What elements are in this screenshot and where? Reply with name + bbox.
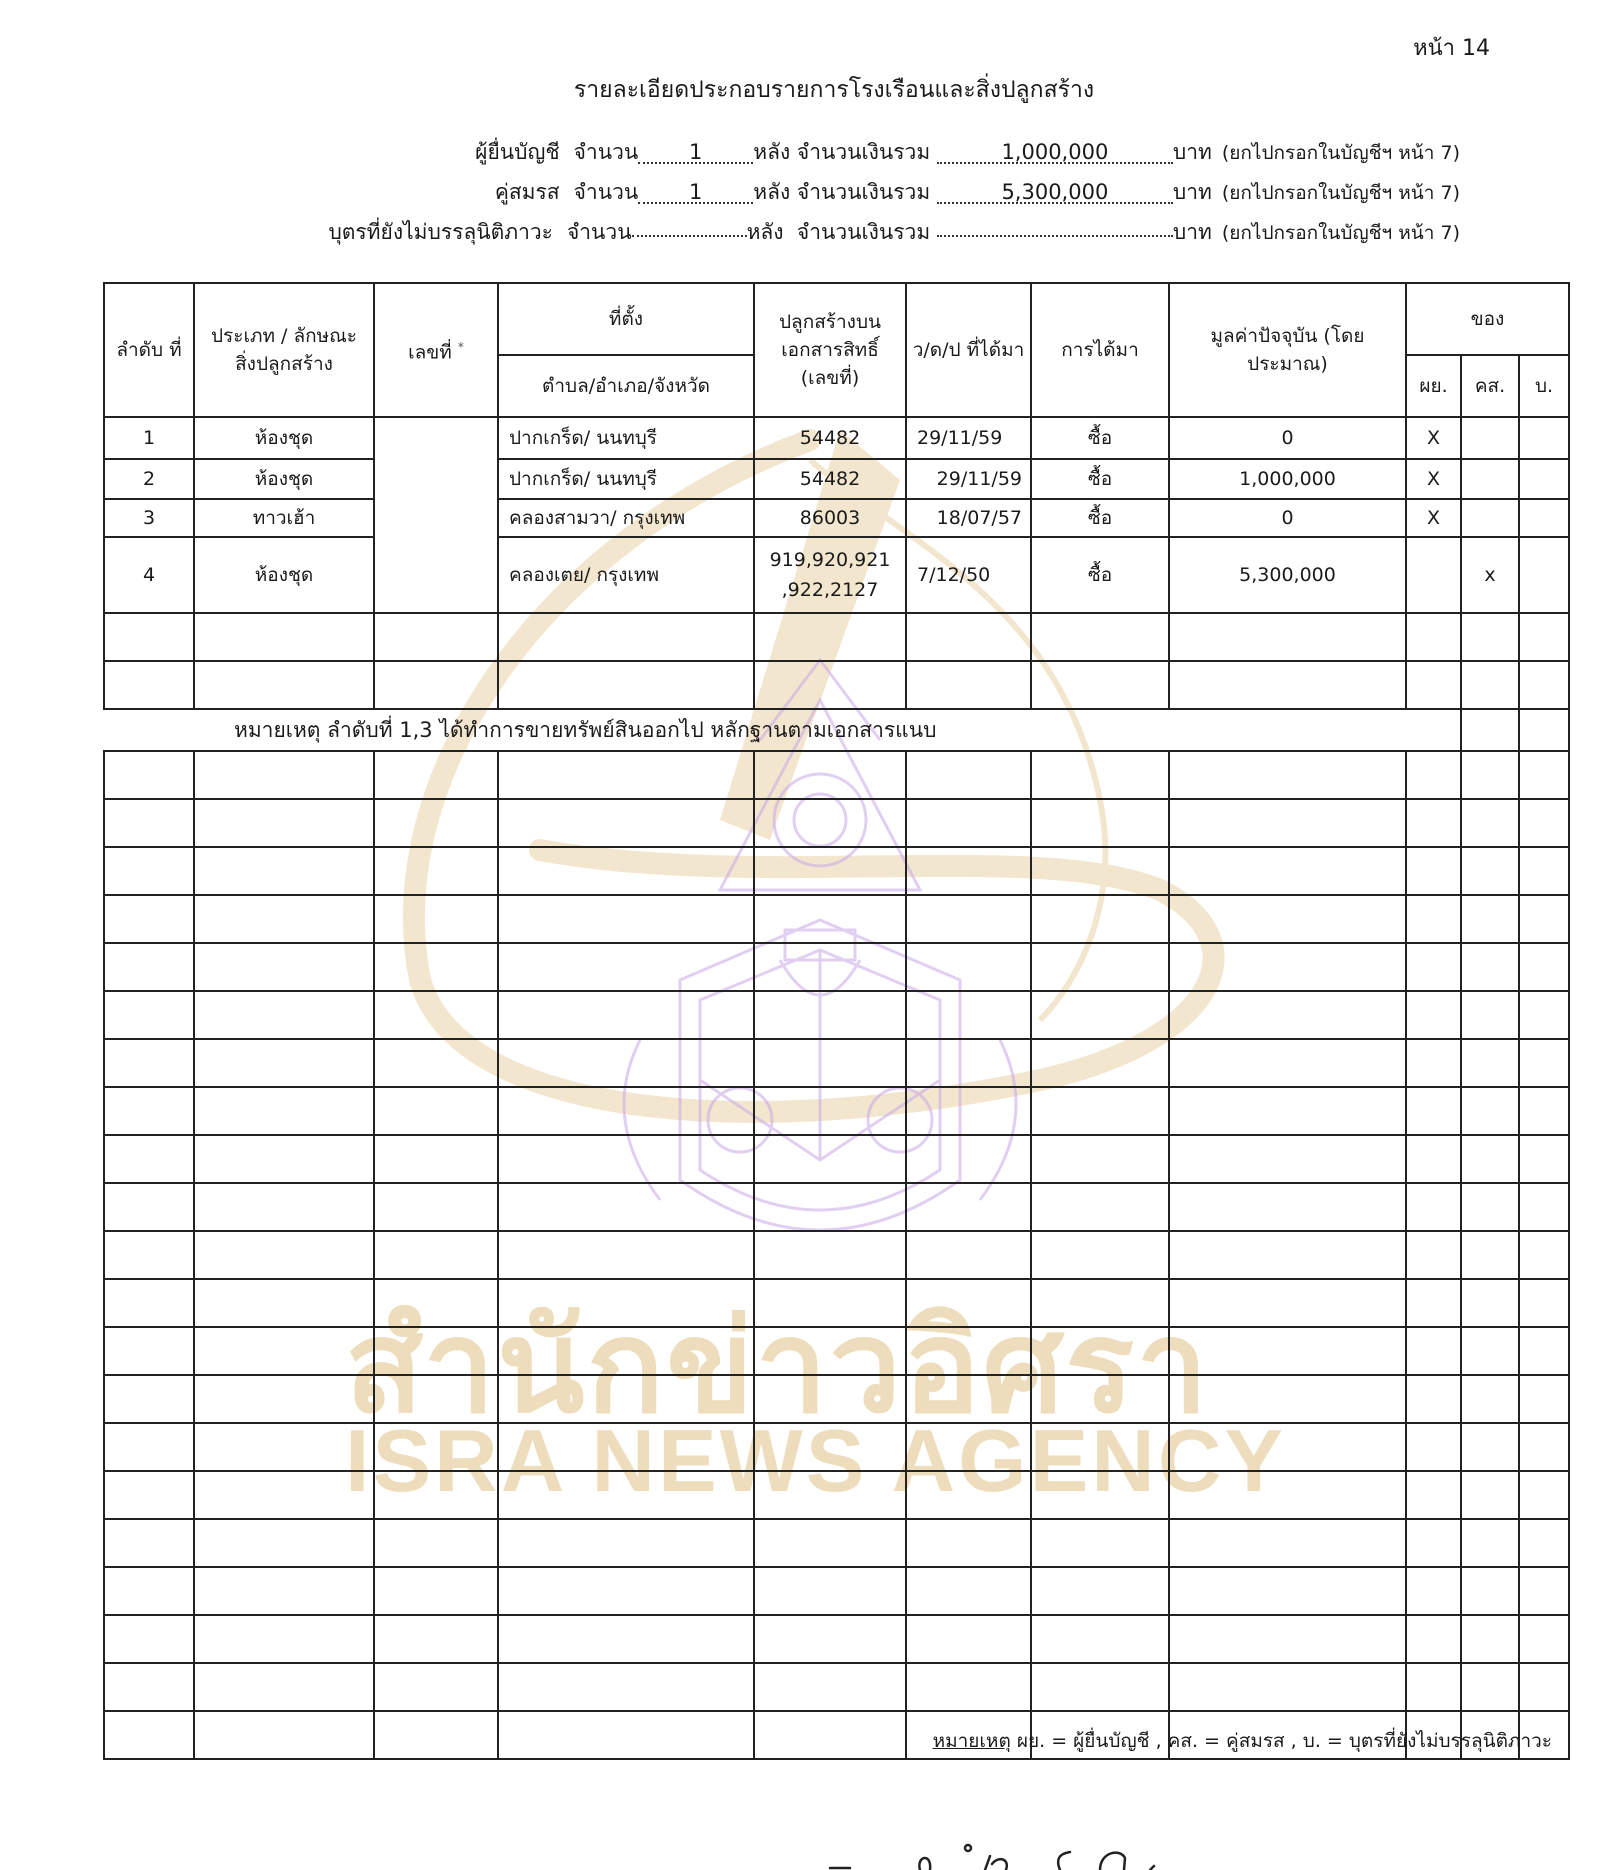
- summary-currency: บาท: [1172, 140, 1212, 164]
- empty-row: [104, 943, 1569, 991]
- header-value: มูลค่าปัจจุบัน (โดยประมาณ): [1169, 283, 1406, 417]
- summary-amount-field: 1,000,000: [937, 138, 1173, 164]
- summary-who: บุตรที่ยังไม่บรรลุนิติภาวะ: [328, 220, 553, 244]
- header-location: ที่ตั้ง: [498, 283, 754, 355]
- summary-count-field: [632, 235, 747, 237]
- cell-child: [1519, 537, 1569, 613]
- cell-acquisition: ซื้อ: [1031, 499, 1169, 537]
- empty-row: [104, 1183, 1569, 1231]
- cell-type: ห้องชุด: [194, 537, 374, 613]
- summary-carry-note: (ยกไปกรอกในบัญชีฯ หน้า 7): [1221, 142, 1460, 164]
- cell-date: 18/07/57: [906, 499, 1031, 537]
- cell-seq: 3: [104, 499, 194, 537]
- summary-who: คู่สมรส: [494, 180, 560, 204]
- summary-declarant: [0, 136, 1460, 176]
- cell-value: 1,000,000: [1169, 459, 1406, 499]
- cell-acquisition: ซื้อ: [1031, 417, 1169, 459]
- cell-value: 5,300,000: [1169, 537, 1406, 613]
- cell-spouse: [1461, 459, 1519, 499]
- summary-child: [0, 216, 1460, 256]
- remark-row: [104, 709, 1569, 751]
- header-owner-declarant: ผย.: [1406, 355, 1461, 417]
- header-deed: ปลูกสร้างบน เอกสารสิทธิ์ (เลขที่): [754, 283, 906, 417]
- cell-deed: 919,920,921 ,922,2127: [754, 537, 906, 613]
- watermark-text-thai: สำนักข่าวอิศรา: [345, 1296, 1210, 1439]
- empty-row: [104, 613, 1569, 661]
- header-owner-child: บ.: [1519, 355, 1569, 417]
- empty-row: [104, 799, 1569, 847]
- empty-row: [104, 661, 1569, 709]
- cell-number: [374, 417, 498, 613]
- cell-seq: 4: [104, 537, 194, 613]
- cell-location: คลองเตย/ กรุงเทพ: [498, 537, 754, 613]
- summary-amount-label: จำนวนเงินรวม: [796, 220, 931, 244]
- summary-amount-label: จำนวนเงินรวม: [796, 180, 931, 204]
- signature-icon: [820, 1838, 1280, 1870]
- table-row: [104, 537, 1569, 613]
- summary-amount-field: [937, 235, 1173, 237]
- empty-row: [104, 1087, 1569, 1135]
- asterisk-mark: *: [457, 340, 464, 355]
- cell-spouse: [1461, 417, 1519, 459]
- cell-deed: 54482: [754, 459, 906, 499]
- header-owner-spouse: คส.: [1461, 355, 1519, 417]
- empty-row: [104, 1519, 1569, 1567]
- empty-row: [104, 1279, 1569, 1327]
- cell-child: [1519, 459, 1569, 499]
- page-number: หน้า 14: [1413, 36, 1490, 61]
- cell-declarant: X: [1406, 459, 1461, 499]
- cell-child: [1519, 417, 1569, 459]
- legend-footnote: [933, 1726, 1552, 1756]
- cell-acquisition: ซื้อ: [1031, 459, 1169, 499]
- empty-row: [104, 1231, 1569, 1279]
- summary-unit: หลัง: [753, 140, 791, 164]
- cell-location: คลองสามวา/ กรุงเทพ: [498, 499, 754, 537]
- cell-date: 29/11/59: [906, 459, 1031, 499]
- empty-row: [104, 991, 1569, 1039]
- header-location-sub: ตำบล/อำเภอ/จังหวัด: [498, 355, 754, 417]
- header-row-1: [104, 283, 1569, 355]
- header-type: ประเภท / ลักษณะ สิ่งปลูกสร้าง: [194, 283, 374, 417]
- empty-row: [104, 1663, 1569, 1711]
- footnote-text: ผย. = ผู้ยื่นบัญชี , คส. = คู่สมรส , บ. = บุตรที่ยังไม่บรรลุนิติภาวะ: [1016, 1730, 1552, 1752]
- empty-row: [104, 1615, 1569, 1663]
- cell-declarant: X: [1406, 499, 1461, 537]
- table-row: [104, 499, 1569, 537]
- cell-spouse: x: [1461, 537, 1519, 613]
- cell-seq: 2: [104, 459, 194, 499]
- document-title: รายละเอียดประกอบรายการโรงเรือนและสิ่งปลูกสร้าง: [573, 77, 1095, 103]
- summary-count-field: 1: [638, 178, 753, 204]
- summary-carry-note: (ยกไปกรอกในบัญชีฯ หน้า 7): [1221, 222, 1460, 244]
- summary-count-label: จำนวน: [566, 220, 632, 244]
- table-row: [104, 459, 1569, 499]
- summary-currency: บาท: [1172, 180, 1212, 204]
- summary-count-label: จำนวน: [573, 180, 639, 204]
- empty-row: [104, 1135, 1569, 1183]
- cell-location: ปากเกร็ด/ นนทบุรี: [498, 459, 754, 499]
- empty-row: [104, 1039, 1569, 1087]
- empty-row: [104, 751, 1569, 799]
- cell-declarant: [1406, 537, 1461, 613]
- empty-row: [104, 1567, 1569, 1615]
- cell-deed: 86003: [754, 499, 906, 537]
- cell-deed: 54482: [754, 417, 906, 459]
- header-number: เลขที่ *: [374, 283, 498, 417]
- cell-acquisition: ซื้อ: [1031, 537, 1169, 613]
- summary-block: [0, 136, 1460, 256]
- remark-text: หมายเหตุ ลำดับที่ 1,3 ได้ทำการขายทรัพย์สินออกไป หลักฐานตามเอกสารแนบ: [104, 709, 1406, 751]
- summary-amount-label: จำนวนเงินรวม: [796, 140, 931, 164]
- cell-child: [1519, 499, 1569, 537]
- empty-row: [104, 1375, 1569, 1423]
- cell-value: 0: [1169, 417, 1406, 459]
- cell-declarant: X: [1406, 417, 1461, 459]
- watermark-text-english: ISRA NEWS AGENCY: [345, 1411, 1287, 1510]
- header-acquisition: การได้มา: [1031, 283, 1169, 417]
- summary-carry-note: (ยกไปกรอกในบัญชีฯ หน้า 7): [1221, 182, 1460, 204]
- empty-row: [104, 1423, 1569, 1471]
- summary-count-label: จำนวน: [573, 140, 639, 164]
- cell-type: ห้องชุด: [194, 459, 374, 499]
- summary-spouse: [0, 176, 1460, 216]
- summary-currency: บาท: [1172, 220, 1212, 244]
- cell-date: 7/12/50: [906, 537, 1031, 613]
- summary-amount-field: 5,300,000: [937, 178, 1173, 204]
- table-row: [104, 417, 1569, 459]
- footnote-label: หมายเหตุ: [932, 1730, 1011, 1752]
- header-owner: ของ: [1406, 283, 1569, 355]
- summary-count-field: 1: [638, 138, 753, 164]
- empty-row: [104, 1471, 1569, 1519]
- empty-row: [104, 1327, 1569, 1375]
- header-date: ว/ด/ป ที่ได้มา: [906, 283, 1031, 417]
- summary-unit: หลัง: [753, 180, 791, 204]
- cell-type: ทาวเฮ้า: [194, 499, 374, 537]
- cell-type: ห้องชุด: [194, 417, 374, 459]
- empty-row: [104, 847, 1569, 895]
- empty-row: [104, 895, 1569, 943]
- cell-spouse: [1461, 499, 1519, 537]
- cell-seq: 1: [104, 417, 194, 459]
- header-seq: ลำดับ ที่: [104, 283, 194, 417]
- cell-location: ปากเกร็ด/ นนทบุรี: [498, 417, 754, 459]
- cell-value: 0: [1169, 499, 1406, 537]
- cell-date: 29/11/59: [906, 417, 1031, 459]
- assets-table: [103, 282, 1570, 1760]
- summary-who: ผู้ยื่นบัญชี: [475, 140, 560, 164]
- summary-unit: หลัง: [746, 220, 784, 244]
